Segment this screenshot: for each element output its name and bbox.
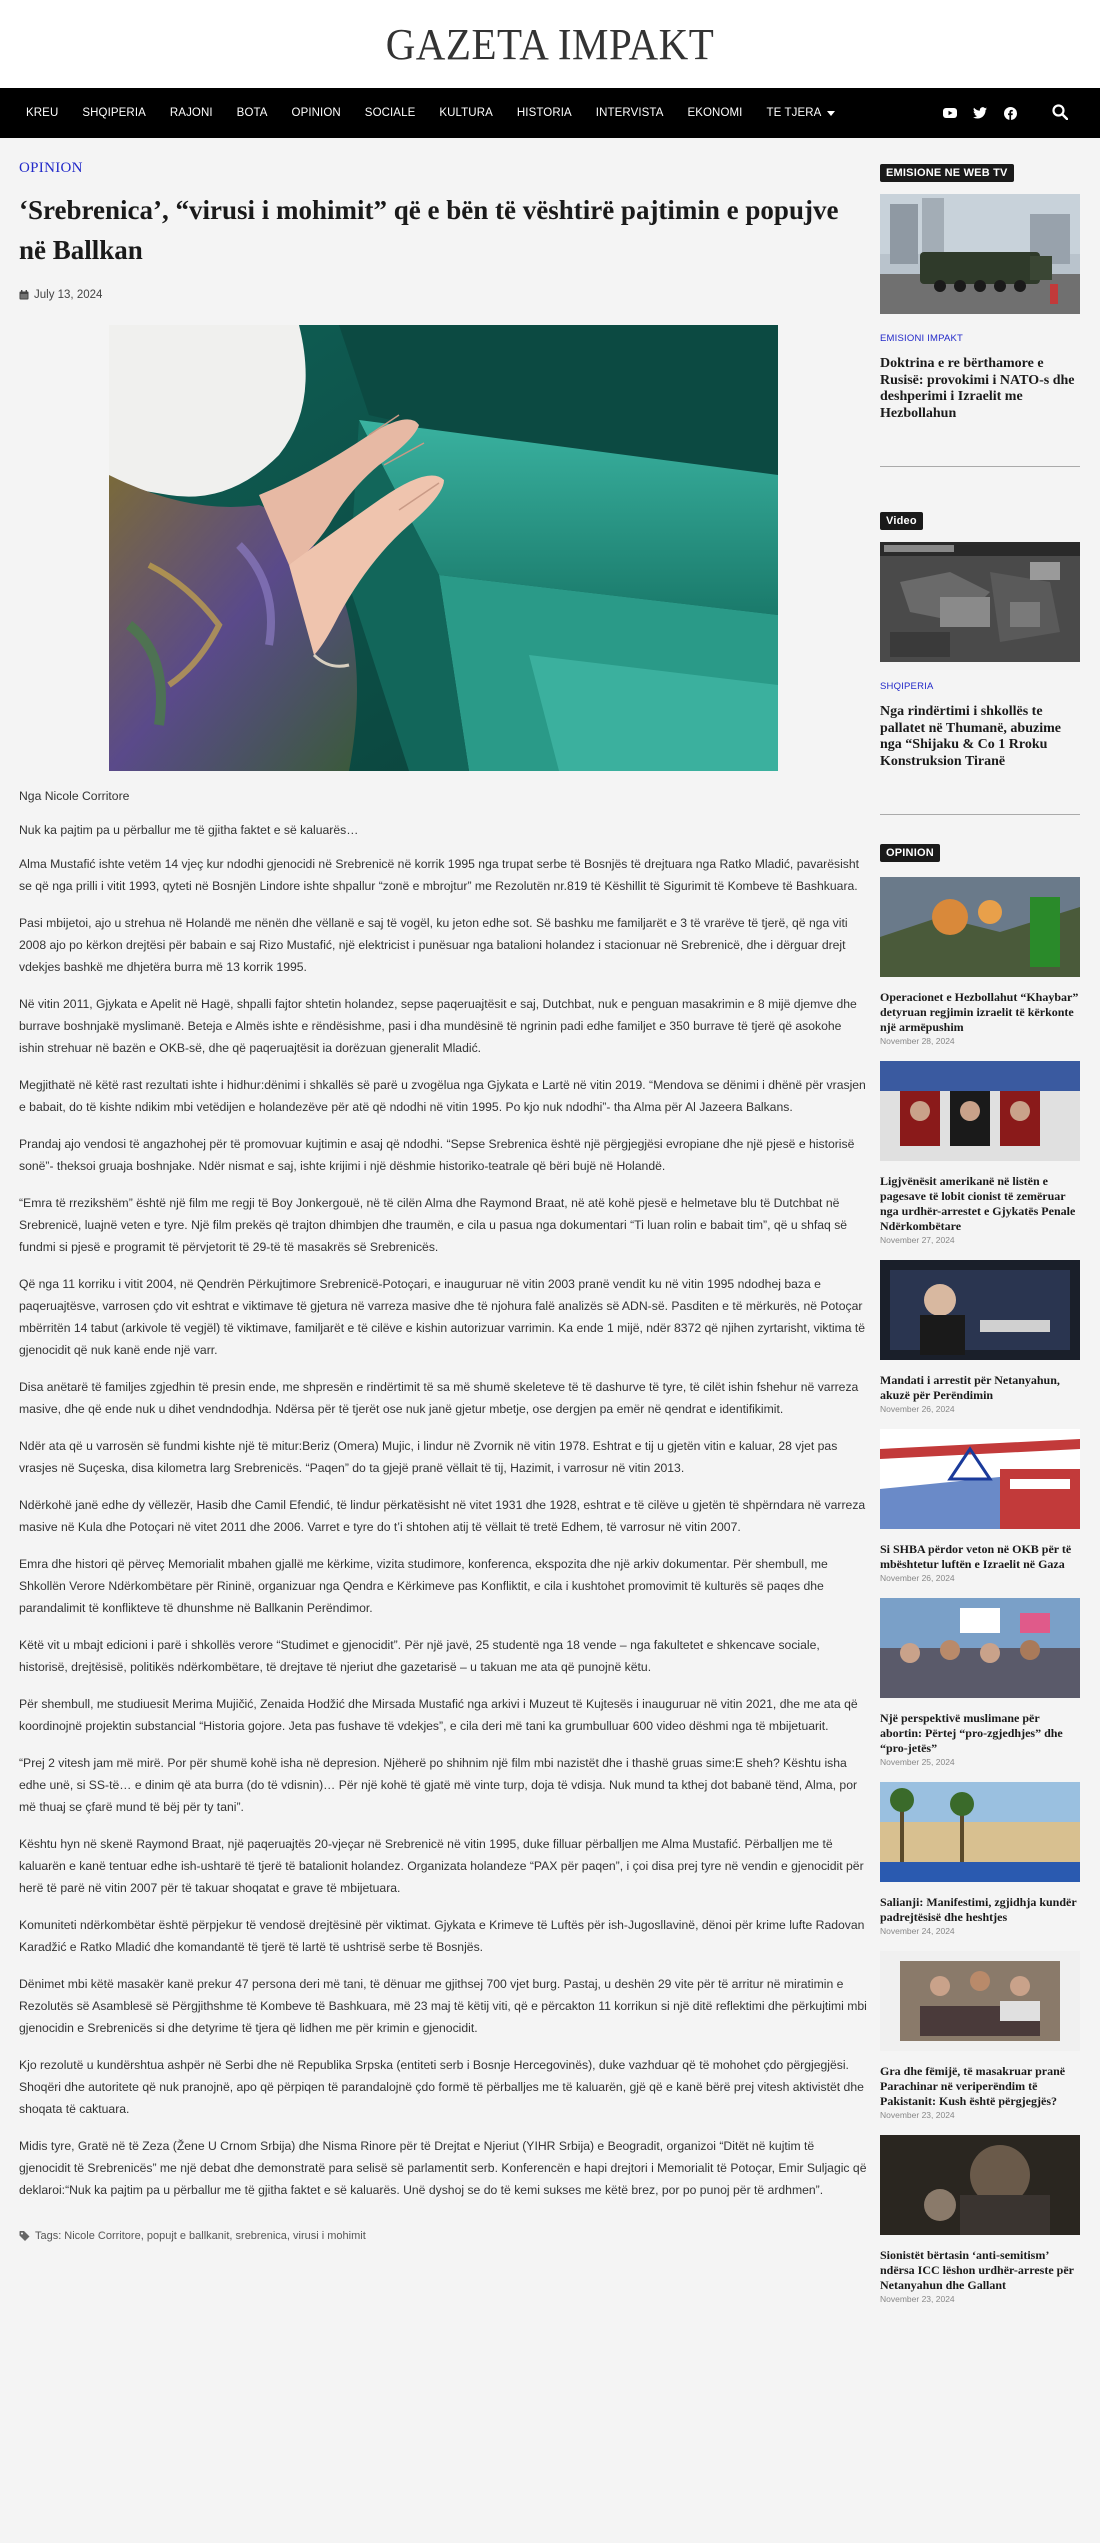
video-thumbnail-image — [880, 542, 1080, 662]
article-tags — [19, 2230, 867, 2242]
article-title: ‘Srebrenica’, “virusi i mohimit” që e bën të vështirë pajtimin e popujve në Ballkan — [19, 195, 839, 265]
facebook-icon[interactable] — [1002, 105, 1018, 121]
video-headline[interactable]: Nga rindërtimi i shkollës te pallatet në Thumanë, abuzime nga “Shijaku & Co 1 Rroku Konstruksion Tiranë — [880, 704, 1061, 769]
opinion-date: November 23, 2024 — [880, 2110, 955, 2120]
article-paragraph: Komuniteti ndërkombëtar është përpjekur të vendosë drejtësinë për viktimat. Gjykata e Krimeve të Luftës për ish-Jugosllavinë, dënoi për krime lufte Radovan Karadžić e Ratko Mladić dhe komandantë të tjerë të lartë të ushtrisë serbe të Bosnjës. — [19, 1918, 865, 1954]
opinion-date: November 26, 2024 — [880, 1404, 955, 1414]
video-thumbnail[interactable] — [880, 542, 1080, 662]
web-tv-headline[interactable]: Doktrina e re bërthamore e Rusisë: provokimi i NATO-s dhe deshperimi i Izraelit me Hezbollahun — [880, 356, 1075, 421]
opinion-item[interactable] — [880, 2135, 1080, 2304]
tag-separator: , — [229, 2230, 236, 2242]
opinion-list — [880, 877, 1080, 2304]
opinion-headline[interactable]: Salianji: Manifestimi, zgjidhja kundër padrejtësisë dhe heshtjes — [880, 1895, 1077, 1924]
nav-item-sociale[interactable]: SOCIALE — [364, 107, 416, 119]
tag-icon — [19, 2230, 31, 2242]
opinion-thumbnail-image — [880, 1260, 1080, 1360]
site-header — [0, 0, 1100, 88]
nav-item-intervista[interactable]: INTERVISTA — [595, 107, 664, 119]
article-paragraph: “Prej 2 vitesh jam më mirë. Por për shumë kohë isha në depresion. Njëherë po shihnim një film mbi nazistët dhe i thashë gruas sime:E sheh? Kështu isha edhe unë, si SS-të… e dinim që ata burra (do të vdisnin)… Për një kohë të gjatë më vinte turp, doja të vdisja. Nuk mund ta kthej dot babanë tënd, Alma, por më thuaj se çfarë mund të bëj për ty tani”. — [19, 1756, 858, 1814]
chevron-down-icon — [827, 111, 835, 116]
web-tv-thumbnail[interactable] — [880, 194, 1080, 314]
nav-item-kreu[interactable]: KREU — [26, 107, 59, 119]
sidebar — [880, 138, 1080, 2304]
site-logo[interactable]: GAZETA IMPAKT — [385, 19, 715, 69]
opinion-thumbnail-image — [880, 1951, 1080, 2051]
tags-label: Tags: — [35, 2230, 62, 2242]
article-paragraph: Nuk ka pajtim pa u përballur me të gjitha faktet e së kaluarës… — [19, 823, 359, 837]
article-paragraph: Kështu hyn në skenë Raymond Braat, një paqeruajtës 20-vjeçar në Srebrenicë në vitin 1995, duke filluar përballjen me Alma Mustafić. Përballjen me të kaluarën e kanë tentuar edhe ish-ushtarë të tjerë të batalionit holandez. Organizata holandeze “PAX për paqen”, i çoi disa prej tyre në vendin e gjenocidit për herë të parë në vitin 2007 për të takuar shoqatat e grave të mbijetuara. — [19, 1837, 864, 1895]
opinion-date: November 27, 2024 — [880, 1235, 955, 1245]
opinion-headline[interactable]: Mandati i arrestit për Netanyahun, akuzë për Perëndimin — [880, 1373, 1060, 1402]
opinion-item[interactable] — [880, 1782, 1080, 1936]
opinion-thumbnail[interactable] — [880, 2135, 1080, 2235]
nav-item-historia[interactable]: HISTORIA — [516, 107, 572, 119]
article-paragraph: Pasi mbijetoi, ajo u strehua në Holandë me nënën dhe vëllanë e saj të vogël, ku jeton edhe sot. Së bashku me familjarët e 3 të vrarëve të tjerë, që nga viti 2008 ajo po kërkon drejtësi për babain e saj Rizo Mustafić, një elektricist i punësuar nga batalioni holandez i stacionuar në Srebrenicë, dhe i dërguar drejt vdekjes bashkë me dhjetëra burra më 13 korrik 1995. — [19, 916, 848, 974]
tag-link[interactable]: popujt e ballkanit — [146, 2230, 230, 2242]
web-tv-badge: EMISIONE NE WEB TV — [880, 164, 1014, 182]
web-tv-widget — [880, 163, 1080, 422]
nav-item-rajoni[interactable]: RAJONI — [169, 107, 213, 119]
article-paragraph: “Emra të rrezikshëm” është një film me regji të Boy Jonkergouë, në të cilën Alma dhe Raymond Braat, në atë kohë pjesë e helmetave blu të Dutchbat në Srebrenicë, luajnë veten e tyre. Një film prekës që trajton dhimbjen dhe traumën, e cila u pasua nga dokumentari “Ti luan rolin e babait tim”, që u shfaq së fundmi si pjesë e programit të përvjetorit të 29-të të masakrës së Srebrenicës. — [19, 1196, 848, 1254]
opinion-headline[interactable]: Një perspektivë muslimane për abortin: Përtej “pro-zgjedhjes” dhe “pro-jetës” — [880, 1711, 1063, 1755]
article-paragraph: Disa anëtarë të familjes zgjedhin të presin ende, me shpresën e rindërtimit të sa më shumë skeleteve të të dashurve të tyre, të cilët ishin fshehur në varreza masive, dhe që ende nuk u dihet vendndodhja. Ndërsa për të tjerët ose nuk janë gjetur mbetje, ose dergjen pa emër në qendrat e identifikimit. — [19, 1380, 859, 1416]
opinion-item[interactable] — [880, 1260, 1080, 1414]
video-widget — [880, 511, 1080, 770]
opinion-item[interactable] — [880, 1061, 1080, 1245]
video-badge: Video — [880, 512, 923, 530]
article-paragraph: Ndërkohë janë edhe dy vëllezër, Hasib dhe Camil Efendić, të lindur përkatësisht në vitet 1931 dhe 1928, eshtrat e të cilëve u gjetën të shpërndara në varreza masive në Kula dhe Potoçari në vitet 2011 dhe 2006. Varret e tyre do t’i shtohen atij të vëllait të tretë Edhem, të varrosur në vitin 2007. — [19, 1498, 866, 1534]
opinion-date: November 28, 2024 — [880, 1036, 955, 1046]
opinion-thumbnail[interactable] — [880, 1598, 1080, 1698]
article-paragraph: Që nga 11 korriku i vitit 2004, në Qendrën Përkujtimore Srebrenicë-Potoçari, e inauguruar në vitin 2003 pranë vendit ku në vitin 1995 ndodhej baza e paqeruajtësve, varrosen çdo vit eshtrat e viktimave të gjetura në varreza masive dhe të njohura falë analizës së ADN-së. Pasditen e të mërkurës, në Potoçar mbërritën 14 tabut (arkivole të vegjël) të viktimave, familjarët e të cilëve e kishin autorizuar varrimin. Ka ende 1 mijë, ndër 8372 që njihen zyrtarisht, viktima të gjenocidit që nuk kanë ende një varr. — [19, 1277, 866, 1357]
article-paragraph: Prandaj ajo vendosi të angazhohej për të promovuar kujtimin e asaj që ndodhi. “Sepse Srebrenica është një përgjegjësi evropiane dhe një pjesë e historisë sonë”- theksoi gruaja boshnjake. Ndër nismat e saj, ishte krijimi i një dëshmie historiko-teatrale që bëri bujë në Holandë. — [19, 1137, 855, 1173]
article-date-text: July 13, 2024 — [34, 289, 103, 301]
opinion-thumbnail-image — [880, 1782, 1080, 1882]
web-tv-thumbnail-image — [880, 194, 1080, 314]
opinion-headline[interactable]: Gra dhe fëmijë, të masakruar pranë Parachinar në veriperëndim të Pakistanit: Kush është përgjegjës? — [880, 2064, 1066, 2108]
opinion-item[interactable] — [880, 1429, 1080, 1583]
opinion-thumbnail[interactable] — [880, 1061, 1080, 1161]
tag-link[interactable]: virusi i mohimit — [293, 2230, 366, 2242]
opinion-headline[interactable]: Sionistët bërtasin ‘anti-semitism’ ndërsa ICC lëshon urdhër-arreste për Netanyahun dhe Gallant — [880, 2248, 1074, 2292]
opinion-thumbnail[interactable] — [880, 1429, 1080, 1529]
youtube-icon[interactable] — [942, 105, 958, 121]
twitter-icon[interactable] — [972, 105, 988, 121]
opinion-date: November 24, 2024 — [880, 1926, 955, 1936]
nav-item-opinion[interactable]: OPINION — [291, 107, 341, 119]
article-paragraph: Në vitin 2011, Gjykata e Apelit në Hagë, shpalli fajtor shtetin holandez, sepse paqeruajtësit e saj, Dutchbat, nuk e penguan masakrimin e 8 mijë djemve dhe burrave boshnjakë myslimanë. Beteja e Almës ishte e rëndësishme, pasi i dha mundësinë të ngrinin padi edhe familjet e 350 burrave të tjerë që asokohe ishin strehuar në bazën e OKB-së, dhe që paqeruajtësit ia dorëzuan gjeneralit Mladić. — [19, 997, 857, 1055]
hero-image-graphic — [109, 325, 778, 771]
nav-item-ekonomi[interactable]: EKONOMI — [687, 107, 743, 119]
nav-right — [928, 104, 1082, 122]
tag-link[interactable]: Nicole Corritore — [64, 2230, 141, 2242]
main-nav — [0, 88, 1100, 138]
calendar-icon — [19, 290, 29, 300]
opinion-headline[interactable]: Operacionet e Hezbollahut “Khaybar” detyruan regjimin izraelit të kërkonte një armëpushim — [880, 990, 1079, 1034]
article-paragraph: Alma Mustafić ishte vetëm 14 vjeç kur ndodhi gjenocidi në Srebrenicë në korrik 1995 nga trupat serbe të Bosnjës të drejtuara nga Ratko Mladić, pavarësisht se që nga prilli i vitit 1993, qyteti në Bosnjën Lindore ishte shpallur “zonë e mbrojtur” me Rezolutën nr.819 të Këshillit të Sigurimit të Kombeve të Bashkuara. — [19, 857, 860, 893]
opinion-thumbnail[interactable] — [880, 877, 1080, 977]
article-body — [19, 785, 867, 2201]
opinion-date: November 26, 2024 — [880, 1573, 955, 1583]
opinion-badge: OPINION — [880, 844, 940, 862]
opinion-item[interactable] — [880, 1598, 1080, 1767]
article-author: Nga Nicole Corritore — [19, 789, 130, 803]
web-tv-category[interactable]: EMISIONI IMPAKT — [880, 333, 964, 344]
tag-link[interactable]: srebrenica — [235, 2230, 287, 2242]
article-paragraph: Kjo rezolutë u kundërshtua ashpër në Serbi dhe në Republika Srpska (entiteti serb i Bosnje Hercegovinës), duke vazhduar që të mohohet çdo përgjegjësi. Shoqëri dhe autoritete që nuk pranojnë, apo që përpiqen të parandalojnë çdo formë të përballjes me të kaluarën, gjë që e kanë bërë prej vitesh aktivistët dhe shoqata të caktuara. — [19, 2058, 864, 2116]
sidebar-divider — [880, 466, 1080, 467]
opinion-thumbnail[interactable] — [880, 1260, 1080, 1360]
opinion-thumbnail-image — [880, 1429, 1080, 1529]
opinion-thumbnail[interactable] — [880, 1782, 1080, 1882]
opinion-thumbnail-image — [880, 2135, 1080, 2235]
tag-list — [64, 2230, 365, 2242]
search-icon[interactable] — [1052, 104, 1070, 122]
article-paragraph: Midis tyre, Gratë në të Zeza (Žene U Crnom Srbija) dhe Nisma Rinore për të Drejtat e Njeriut (YIHR Srbija) e Beogradit, organizoi “Ditët në kujtim të gjenocidit të Srebrenicës” me një debat dhe demonstratë para selisë së parlamentit serb. Konferencën e hapi drejtori i Memorialit të Potoçar, Emir Suljagic që deklaroi:“Nuk ka pajtim pa u përballur me të gjitha faktet e së kaluarës. Unë dyshoj se do të kemi sukses me këtë brez, por po punoj për të ardhmen”. — [19, 2139, 867, 2197]
opinion-headline[interactable]: Ligjvënësit amerikanë në listën e pagesave të lobit cionist të zemëruar nga urdhër-arrestet e Gjykatës Penale Ndërkombëtare — [880, 1174, 1076, 1233]
article-category[interactable]: OPINION — [19, 160, 83, 176]
nav-item-bota[interactable]: BOTA — [236, 107, 268, 119]
opinion-headline[interactable]: Si SHBA përdor veton në OKB për të mbështetur luftën e Izraelit në Gaza — [880, 1542, 1072, 1571]
opinion-thumbnail[interactable] — [880, 1951, 1080, 2051]
article-paragraph: Megjithatë në këtë rast rezultati ishte i hidhur:dënimi i shkallës së parë u zvogëlua nga Gjykata e Lartë në vitin 2019. “Mendova se dënimi i dhënë për vrasjen e babait, do të kishte ndikim mbi vetëdijen e holandezëve për atë që ndodhi në vitin 1995. Po kjo nuk ndodhi”- tha Alma për Al Jazeera Balkans. — [19, 1078, 866, 1114]
article-date — [19, 289, 867, 301]
opinion-thumbnail-image — [880, 1598, 1080, 1698]
article — [19, 138, 867, 2304]
opinion-item[interactable] — [880, 1951, 1080, 2120]
opinion-item[interactable] — [880, 877, 1080, 1046]
nav-items — [26, 107, 928, 119]
nav-item-te-tjera[interactable]: TE TJERA — [766, 107, 822, 119]
article-paragraph: Dënimet mbi këtë masakër kanë prekur 47 persona deri më tani, të dënuar me gjithsej 700 vjet burg. Pastaj, u deshën 29 vite për të arritur në miratimin e Rezolutës së Asamblesë së Përgjithshme të Kombeve të Bashkuara, më 23 maj të këtij viti, që e përcakton 11 korrikun si një ditë reflektimi dhe përkujtimi mbi gjenocidin e Srebrenicës si dhe detyrime të tjera që lidhen me për krimin e gjenocidit. — [19, 1977, 867, 2035]
tag-separator: , — [286, 2230, 294, 2242]
opinion-thumbnail-image — [880, 877, 1080, 977]
nav-item-shqiperia[interactable]: SHQIPERIA — [82, 107, 146, 119]
hero-image — [109, 325, 778, 771]
sidebar-divider — [880, 814, 1080, 815]
opinion-date: November 23, 2024 — [880, 2294, 955, 2304]
opinion-widget — [880, 843, 1080, 2304]
nav-item-kultura[interactable]: KULTURA — [439, 107, 493, 119]
main-content — [0, 138, 1100, 2304]
article-paragraph: Për shembull, me studiuesit Merima Mujičić, Zenaida Hodžić dhe Mirsada Mustafić nga arkivi i Muzeut të Kujtesës i inauguruar në vitin 2021, dhe me ata që koordinojnë projektin substancial “Historia gojore. Jeta pas fushave të vdekjes”, e cila deri më tani ka grumbulluar 600 video dëshmi nga të mbijetuarit. — [19, 1697, 858, 1733]
opinion-thumbnail-image — [880, 1061, 1080, 1161]
article-paragraph: Ndër ata që u varrosën së fundmi kishte një të mitur:Beriz (Omera) Mujic, i lindur në Zvornik në vitin 1978. Eshtrat e tij u gjetën vitin e kaluar, 28 vjet pas vrasjes në Suçeska, disa kilometra larg Srebrenicës. “Paqen” do ta gjejë pranë vëllait të tij, Hazimit, i varrosur në vitin 2013. — [19, 1439, 838, 1475]
opinion-date: November 25, 2024 — [880, 1757, 955, 1767]
article-paragraph: Këtë vit u mbajt edicioni i parë i shkollës verore “Studimet e gjenocidit”. Për një javë, 25 studentë nga 18 vende – nga fakultetet e shkencave sociale, historisë, drejtësisë, politikës ndërkombëtare, të drejtave të njeriut dhe gazetarisë – u takuan me ata që punojnë këtu. — [19, 1638, 820, 1674]
video-category[interactable]: SHQIPERIA — [880, 681, 934, 692]
tag-separator: , — [140, 2230, 147, 2242]
article-paragraph: Emra dhe histori që përveç Memorialit mbahen gjallë me kërkime, vizita studimore, konferenca, ekspozita dhe një arkiv dokumentar. Për shembull, me Shkollën Verore Ndërkombëtare për Rininë, organizuar nga Qendra e Kërkimeve pas Konfliktit, e cila i kushtohet promovimit të kulturës së paqes dhe parandalimit të konflikteve të dhunshme në Ballkanin Perëndimor. — [19, 1557, 828, 1615]
